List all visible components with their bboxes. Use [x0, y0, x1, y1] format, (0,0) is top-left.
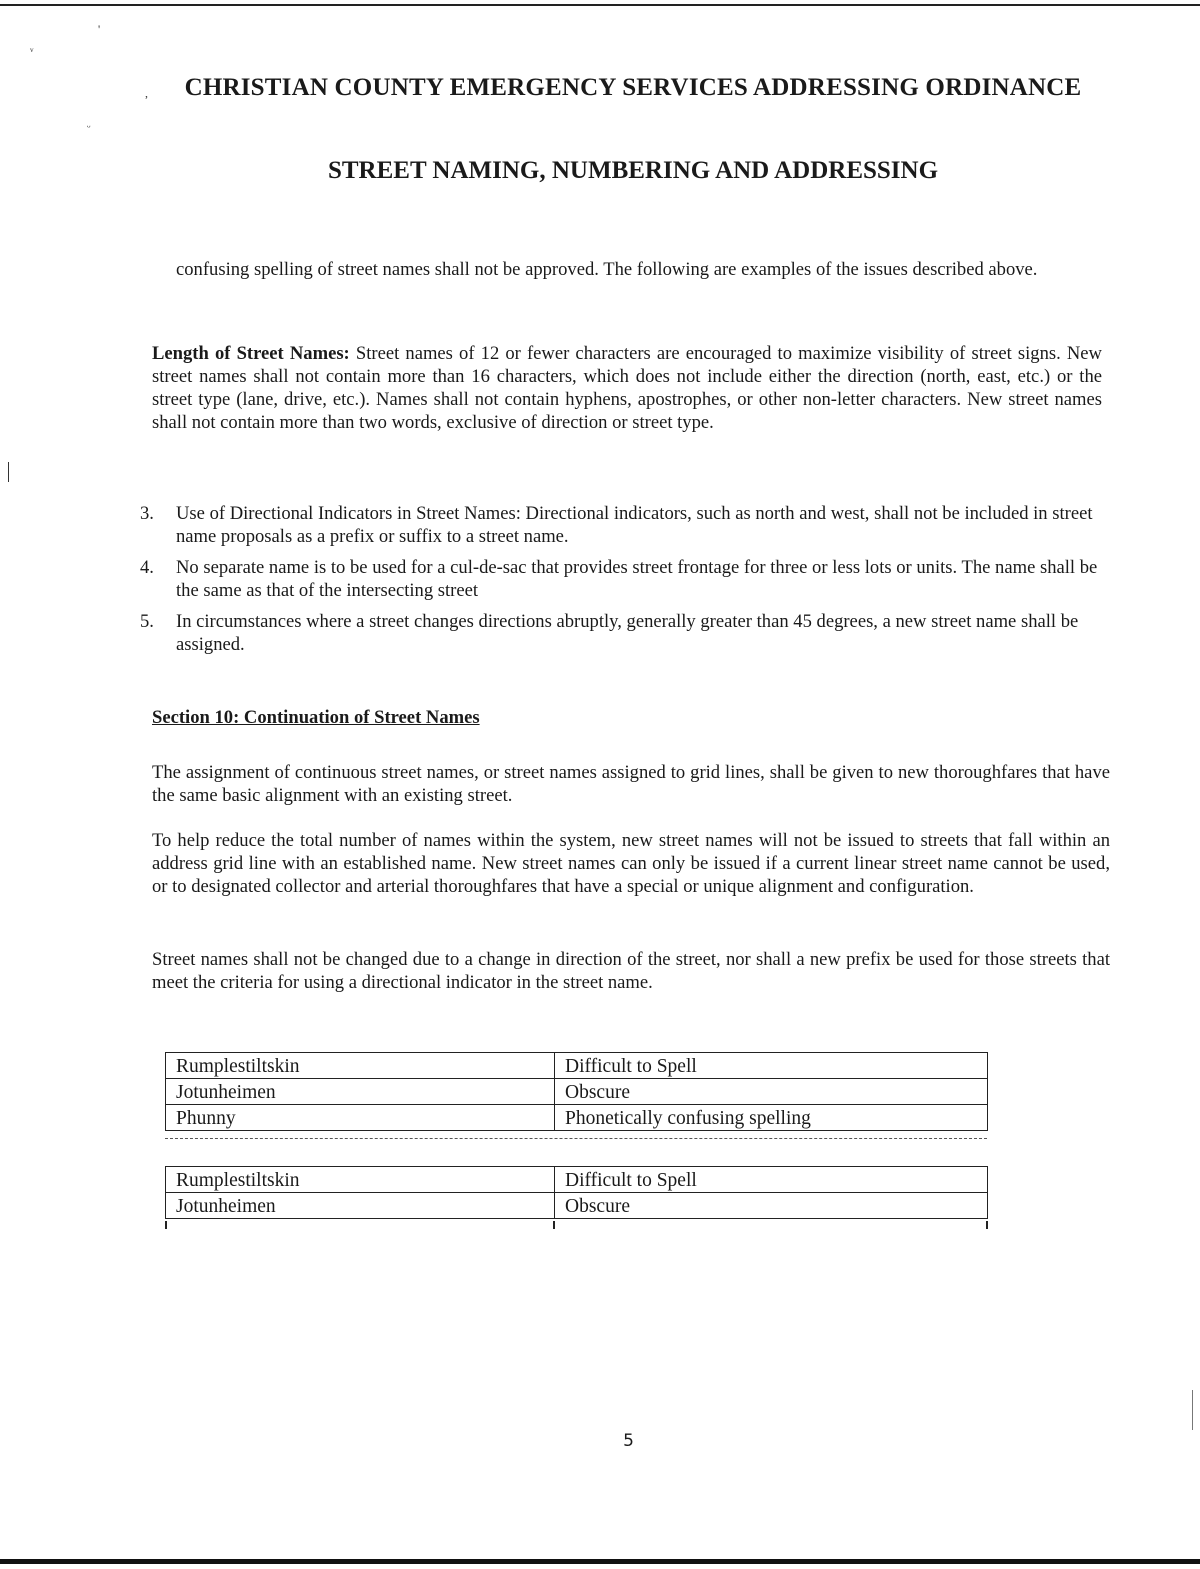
- section-paragraph: The assignment of continuous street names, or street names assigned to grid lines, shall be given to new thoroughfares that have the same basic alignment with an existing street.: [152, 762, 1110, 806]
- document-title: CHRISTIAN COUNTY EMERGENCY SERVICES ADDRESSING ORDINANCE: [184, 74, 1082, 101]
- list-item: [140, 610, 1110, 656]
- length-label: Length of Street Names:: [152, 343, 350, 364]
- scan-speck: ᵕ: [87, 120, 91, 134]
- list-item-number: 4.: [140, 557, 154, 578]
- table-cell-name: Jotunheimen: [166, 1079, 555, 1105]
- list-item-text: In circumstances where a street changes directions abruptly, generally greater than 45 degrees, a new street name shall be assigned.: [176, 611, 1079, 655]
- list-item-number: 3.: [140, 503, 154, 524]
- list-item-text: Use of Directional Indicators in Street Names: Directional indicators, such as north and west, shall not be included in street name proposals as a prefix or suffix to a street name.: [176, 503, 1093, 547]
- table-row: [166, 1193, 988, 1219]
- section-heading: Section 10: Continuation of Street Names: [152, 707, 480, 728]
- top-scan-border: [0, 4, 1200, 6]
- table-row: [166, 1105, 988, 1131]
- section-paragraph: To help reduce the total number of names within the system, new street names will not be issued to streets that fall within an address grid line with an established name. New street names can only be issued if a current linear street name cannot be used, or to designated collector and arterial thoroughfares that have a special or unique alignment and configuration.: [152, 830, 1110, 897]
- length-text: Street names of 12 or fewer characters are encouraged to maximize visibility of street signs. New street names shall not contain more than 16 characters, which does not include either the direction (north, east, etc.) or the street type (lane, drive, etc.). Names shall not contain hyphens, apostrophes, or other non-letter characters. New street names shall not contain more than two words, exclusive of direction or street type.: [152, 343, 1102, 433]
- list-item-text: No separate name is to be used for a cul-de-sac that provides street frontage for three or less lots or units. The name shall be the same as that of the intersecting street: [176, 557, 1098, 601]
- section-paragraph: Street names shall not be changed due to a change in direction of the street, nor shall a new prefix be used for those streets that meet the criteria for using a directional indicator in the street name.: [152, 949, 1110, 993]
- table-torn-edge: [165, 1138, 987, 1145]
- bottom-scan-border: [0, 1559, 1200, 1564]
- length-paragraph: [152, 342, 1102, 434]
- table-cell-issue: Phonetically confusing spelling: [555, 1105, 988, 1131]
- table-cell-issue: Difficult to Spell: [555, 1053, 988, 1079]
- table-cell-name: Rumplestiltskin: [166, 1053, 555, 1079]
- table-cell-issue: Difficult to Spell: [555, 1167, 988, 1193]
- table-cell-name: Jotunheimen: [166, 1193, 555, 1219]
- scan-speck: [1192, 1390, 1193, 1430]
- scan-speck: [8, 462, 9, 482]
- scan-speck: ': [98, 22, 101, 36]
- examples-table-duplicate: [165, 1166, 988, 1219]
- document-subtitle: STREET NAMING, NUMBERING AND ADDRESSING: [327, 157, 939, 184]
- list-item: [140, 502, 1110, 548]
- list-item: [140, 556, 1110, 602]
- examples-table: [165, 1052, 988, 1131]
- table-cut-edge: [165, 1221, 167, 1229]
- table-row: [166, 1167, 988, 1193]
- table-cut-edge: [553, 1221, 555, 1229]
- table-cell-name: Phunny: [166, 1105, 555, 1131]
- table-cell-name: Rumplestiltskin: [166, 1167, 555, 1193]
- scan-speck: ᵥ: [30, 40, 34, 54]
- table-cell-issue: Obscure: [555, 1079, 988, 1105]
- page-number: 5: [623, 1431, 634, 1451]
- list-item-number: 5.: [140, 611, 154, 632]
- table-row: [166, 1079, 988, 1105]
- intro-paragraph: confusing spelling of street names shall not be approved. The following are examples of the issues described above.: [176, 259, 1038, 280]
- table-row: [166, 1053, 988, 1079]
- scan-speck: ,: [145, 86, 148, 100]
- table-cell-issue: Obscure: [555, 1193, 988, 1219]
- table-cut-edge: [986, 1221, 988, 1229]
